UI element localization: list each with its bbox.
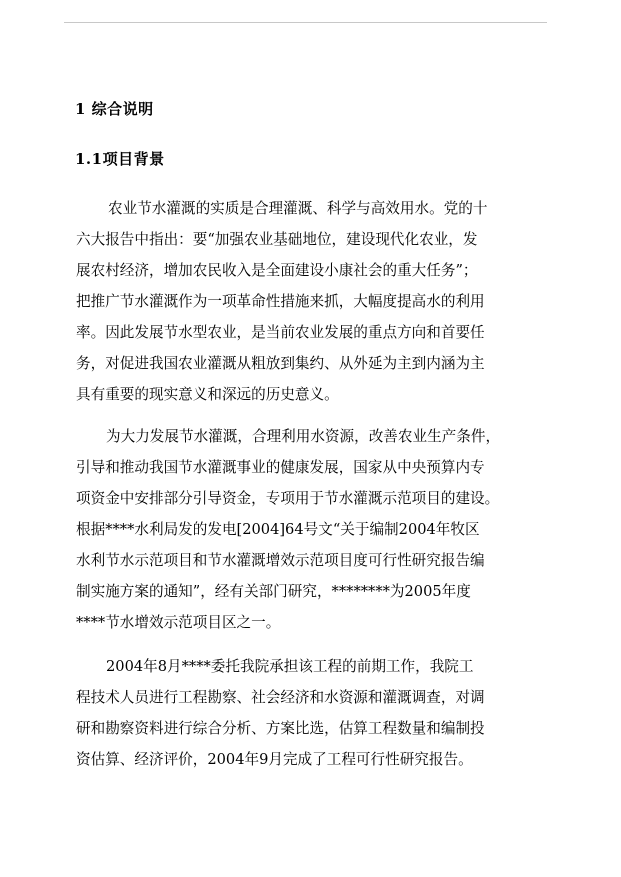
header-rule	[64, 22, 547, 23]
paragraph-line: 具有重要的现实意义和深远的历史意义。	[76, 386, 339, 403]
paragraph-line: 研和勘察资料进行综合分析、方案比选，估算工程数量和编制投	[76, 720, 485, 737]
paragraph-line: 资估算、经济评价，2004年9月完成了工程可行性研究报告。	[76, 751, 473, 768]
paragraph-line: 2004年8月****委托我院承担该工程的前期工作，我院工	[106, 658, 474, 675]
paragraph-line: 率。因此发展节水型农业，是当前农业发展的重点方向和首要任	[76, 324, 485, 341]
paragraph-line: 把推广节水灌溉作为一项革命性措施来抓，大幅度提高水的利用	[76, 293, 485, 310]
paragraph-line: 水利节水示范项目和节水灌溉增效示范项目度可行性研究报告编	[76, 552, 485, 569]
paragraph-line: 根据****水利局发的发电[2004]64号文“关于编制2004年牧区	[76, 521, 480, 538]
paragraph-line: 程技术人员进行工程勘察、社会经济和水资源和灌溉调查，对调	[76, 689, 485, 706]
paragraph-line: 引导和推动我国节水灌溉事业的健康发展，国家从中央预算内专	[76, 459, 485, 476]
paragraph-line: 展农村经济，增加农民收入是全面建设小康社会的重大任务”；	[76, 262, 478, 279]
paragraph-line: 制实施方案的通知”，经有关部门研究，********为2005年度	[76, 583, 471, 600]
paragraph-line: ****节水增效示范项目区之一。	[76, 614, 281, 631]
paragraph-line: 六大报告中指出：要“加强农业基础地位，建设现代化农业，发	[76, 231, 478, 248]
paragraph-line: 农业节水灌溉的实质是合理灌溉、科学与高效用水。党的十	[108, 200, 488, 217]
subsection-heading: 1.1项目背景	[75, 150, 165, 168]
paragraph-line: 为大力发展节水灌溉，合理利用水资源，改善农业生产条件，	[106, 428, 501, 445]
section-heading: 1 综合说明	[75, 100, 154, 118]
paragraph-line: 项资金中安排部分引导资金，专项用于节水灌溉示范项目的建设。	[76, 490, 500, 507]
paragraph-line: 务，对促进我国农业灌溉从粗放到集约、从外延为主到内涵为主	[76, 355, 485, 372]
